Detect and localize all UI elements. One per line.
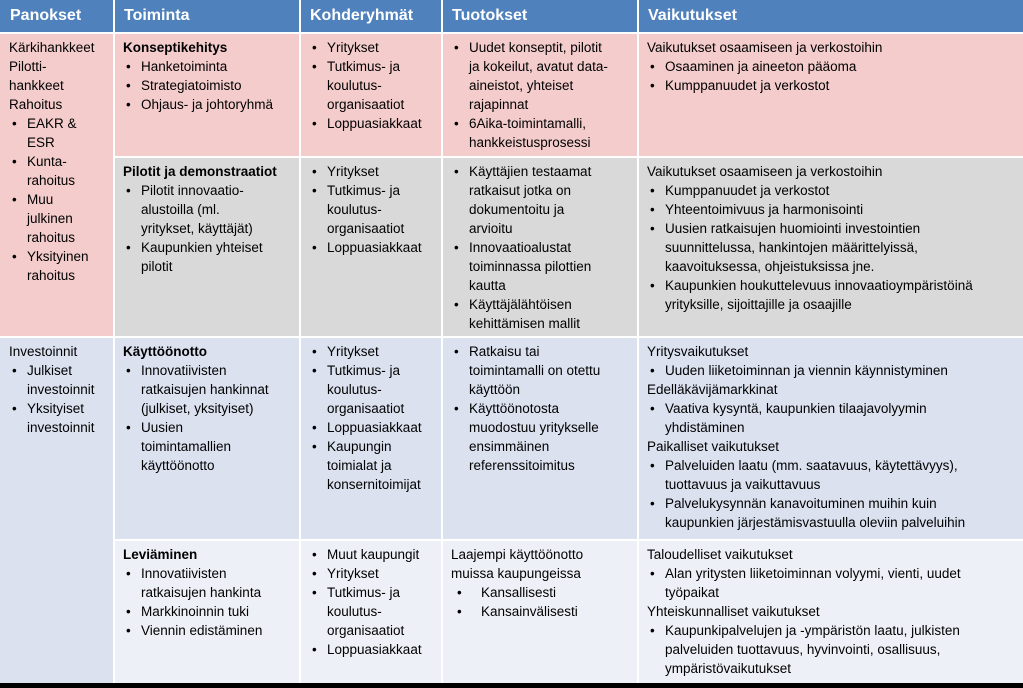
target-group-item: • Loppuasiakkaat bbox=[309, 238, 436, 257]
funding-source-list bbox=[9, 114, 108, 285]
panokset-line: Kärkihankkeet bbox=[9, 40, 95, 55]
activity-title: Käyttöönotto bbox=[123, 344, 207, 359]
target-group-list bbox=[309, 342, 436, 494]
target-group-item: • Tutkimus- ja koulutus- organisaatiot bbox=[309, 361, 436, 418]
target-group-list bbox=[309, 38, 436, 133]
output-item: • Kansallisesti bbox=[451, 583, 632, 602]
tuotokset-cell bbox=[442, 33, 638, 157]
kohderyhmat-cell bbox=[300, 540, 442, 683]
row-divider bbox=[114, 539, 1023, 541]
tuotokset-cell bbox=[442, 337, 638, 540]
output-item: • Käyttöönotosta muodostuu yritykselle ensimmäinen referenssitoimitus bbox=[451, 399, 632, 475]
target-group-item: • Tutkimus- ja koulutus- organisaatiot bbox=[309, 583, 436, 640]
panokset-investments-cell bbox=[0, 337, 114, 683]
target-group-item: • Tutkimus- ja koulutus- organisaatiot bbox=[309, 57, 436, 114]
output-item: • Innovaatioalustat toiminnassa pilottien kautta bbox=[451, 238, 632, 295]
panokset-funding-cell bbox=[0, 33, 114, 337]
activity-list bbox=[123, 361, 294, 475]
output-item: • Käyttäjälähtöisen kehittämisen mallit bbox=[451, 295, 632, 333]
row-divider bbox=[114, 156, 1023, 158]
impact-item: • Kumppanuudet ja verkostot bbox=[647, 181, 1017, 200]
impact-item: • Yhteentoimivuus ja harmonisointi bbox=[647, 200, 1017, 219]
target-group-item: • Yritykset bbox=[309, 564, 436, 583]
kohderyhmat-cell bbox=[300, 157, 442, 337]
impact-item: • Palvelukysynnän kanavoituminen muihin kuin kaupunkien järjestämisvastuulla oleviin palveluihin bbox=[647, 494, 1017, 532]
target-group-item: • Loppuasiakkaat bbox=[309, 640, 436, 659]
target-group-item: • Kaupungin toimialat ja konsernitoimijat bbox=[309, 437, 436, 494]
impact-list bbox=[647, 621, 1017, 678]
output-list bbox=[451, 162, 632, 333]
header-vaikutukset: Vaikutukset bbox=[638, 0, 1023, 33]
impact-heading: Taloudelliset vaikutukset bbox=[647, 547, 793, 562]
impact-heading: Edelläkävijämarkkinat bbox=[647, 382, 778, 397]
column-divider bbox=[113, 0, 115, 683]
target-group-item: • Loppuasiakkaat bbox=[309, 114, 436, 133]
funding-source-item: • Kunta- rahoitus bbox=[9, 152, 108, 190]
target-group-item: • Muut kaupungit bbox=[309, 545, 436, 564]
activity-item: • Pilotit innovaatio- alustoilla (ml. yritykset, käyttäjät) bbox=[123, 181, 294, 238]
funding-source-item: • EAKR & ESR bbox=[9, 114, 108, 152]
panokset-line: Rahoitus bbox=[9, 97, 63, 112]
investment-item: • Yksityiset investoinnit bbox=[9, 399, 108, 437]
target-group-item: • Yritykset bbox=[309, 162, 436, 181]
bottom-border bbox=[0, 683, 1023, 688]
kohderyhmat-cell bbox=[300, 337, 442, 540]
output-item: • Ratkaisu tai toimintamalli on otettu käyttöön bbox=[451, 342, 632, 399]
activity-item: • Ohjaus- ja johtoryhmä bbox=[123, 95, 294, 114]
target-group-list bbox=[309, 162, 436, 257]
tuotokset-cell bbox=[442, 540, 638, 683]
header-kohderyhmät: Kohderyhmät bbox=[300, 0, 442, 33]
target-group-list bbox=[309, 545, 436, 659]
header-tuotokset: Tuotokset bbox=[442, 0, 638, 33]
toiminta-cell bbox=[114, 337, 300, 540]
vaikutukset-cell bbox=[638, 157, 1023, 337]
impact-heading: Vaikutukset osaamiseen ja verkostoihin bbox=[647, 164, 883, 179]
impact-heading: Vaikutukset osaamiseen ja verkostoihin bbox=[647, 40, 883, 55]
toiminta-cell bbox=[114, 33, 300, 157]
activity-item: • Innovatiivisten ratkaisujen hankinnat (julkiset, yksityiset) bbox=[123, 361, 294, 418]
impact-item: • Kumppanuudet ja verkostot bbox=[647, 76, 1017, 95]
target-group-item: • Yritykset bbox=[309, 38, 436, 57]
impact-heading: Yritysvaikutukset bbox=[647, 344, 749, 359]
impact-list bbox=[647, 57, 1017, 95]
impact-item: • Uusien ratkaisujen huomiointi investointien suunnittelussa, hankintojen määrittelyissä, kaavoituksessa, ohjeistuksissa jne. bbox=[647, 219, 1017, 276]
target-group-item: • Tutkimus- ja koulutus- organisaatiot bbox=[309, 181, 436, 238]
output-item: • Uudet konseptit, pilotit ja kokeilut, avatut data- aineistot, yhteiset rajapinnat bbox=[451, 38, 632, 114]
vaikutukset-cell bbox=[638, 540, 1023, 683]
activity-item: • Viennin edistäminen bbox=[123, 621, 294, 640]
tuotokset-cell bbox=[442, 157, 638, 337]
impact-list bbox=[647, 564, 1017, 602]
toiminta-cell bbox=[114, 157, 300, 337]
column-divider bbox=[441, 0, 443, 683]
row-divider bbox=[0, 32, 1023, 34]
funding-source-item: • Yksityinen rahoitus bbox=[9, 247, 108, 285]
investments-title: Investoinnit bbox=[9, 344, 78, 359]
output-title: Laajempi käyttöönotto muissa kaupungeissa bbox=[451, 547, 584, 581]
kohderyhmat-cell bbox=[300, 33, 442, 157]
output-list bbox=[451, 342, 632, 475]
toiminta-cell bbox=[114, 540, 300, 683]
funding-source-item: • Muu julkinen rahoitus bbox=[9, 190, 108, 247]
impact-list bbox=[647, 181, 1017, 314]
activity-item: • Hanketoiminta bbox=[123, 57, 294, 76]
vaikutukset-cell bbox=[638, 33, 1023, 157]
header-panokset: Panokset bbox=[0, 0, 114, 33]
activity-title: Konseptikehitys bbox=[123, 40, 228, 55]
activity-item: • Markkinoinnin tuki bbox=[123, 602, 294, 621]
impact-item: • Kaupunkien houkuttelevuus innovaatioympäristöinä yrityksille, sijoittajille ja osaajille bbox=[647, 276, 1017, 314]
panokset-line: hankkeet bbox=[9, 78, 64, 93]
output-list bbox=[451, 583, 632, 621]
impact-list bbox=[647, 399, 1017, 437]
activity-list bbox=[123, 181, 294, 276]
impact-list bbox=[647, 361, 1017, 380]
impact-heading: Yhteiskunnalliset vaikutukset bbox=[647, 604, 820, 619]
column-divider bbox=[637, 0, 639, 683]
activity-item: • Uusien toimintamallien käyttöönotto bbox=[123, 418, 294, 475]
investment-list bbox=[9, 361, 108, 437]
output-item: • Käyttäjien testaamat ratkaisut jotka on dokumentoitu ja arvioitu bbox=[451, 162, 632, 238]
impact-heading: Paikalliset vaikutukset bbox=[647, 439, 780, 454]
activity-list bbox=[123, 57, 294, 114]
output-list bbox=[451, 38, 632, 152]
vaikutukset-cell bbox=[638, 337, 1023, 540]
activity-list bbox=[123, 564, 294, 640]
column-divider bbox=[299, 0, 301, 683]
activity-item: • Innovatiivisten ratkaisujen hankinta bbox=[123, 564, 294, 602]
activity-item: • Strategiatoimisto bbox=[123, 76, 294, 95]
header-toiminta: Toiminta bbox=[114, 0, 300, 33]
impact-item: • Vaativa kysyntä, kaupunkien tilaajavolyymin yhdistäminen bbox=[647, 399, 1017, 437]
impact-item: • Alan yritysten liiketoiminnan volyymi, vienti, uudet työpaikat bbox=[647, 564, 1017, 602]
impact-list bbox=[647, 456, 1017, 532]
output-item: • 6Aika-toimintamalli, hankkeistusprosessi bbox=[451, 114, 632, 152]
investment-item: • Julkiset investoinnit bbox=[9, 361, 108, 399]
impact-item: • Palveluiden laatu (mm. saatavuus, käytettävyys), tuottavuus ja vaikuttavuus bbox=[647, 456, 1017, 494]
target-group-item: • Loppuasiakkaat bbox=[309, 418, 436, 437]
impact-item: • Kaupunkipalvelujen ja -ympäristön laatu, julkisten palveluiden tuottavuus, hyvinvointi, osallisuus, ympäristövaikutukset bbox=[647, 621, 1017, 678]
impact-item: • Osaaminen ja aineeton pääoma bbox=[647, 57, 1017, 76]
activity-title: Pilotit ja demonstraatiot bbox=[123, 164, 277, 179]
activity-item: • Kaupunkien yhteiset pilotit bbox=[123, 238, 294, 276]
panokset-line: Pilotti- bbox=[9, 59, 47, 74]
output-item: • Kansainvälisesti bbox=[451, 602, 632, 621]
impact-item: • Uuden liiketoiminnan ja viennin käynnistyminen bbox=[647, 361, 1017, 380]
activity-title: Leviäminen bbox=[123, 547, 198, 562]
row-divider bbox=[0, 336, 1023, 338]
target-group-item: • Yritykset bbox=[309, 342, 436, 361]
